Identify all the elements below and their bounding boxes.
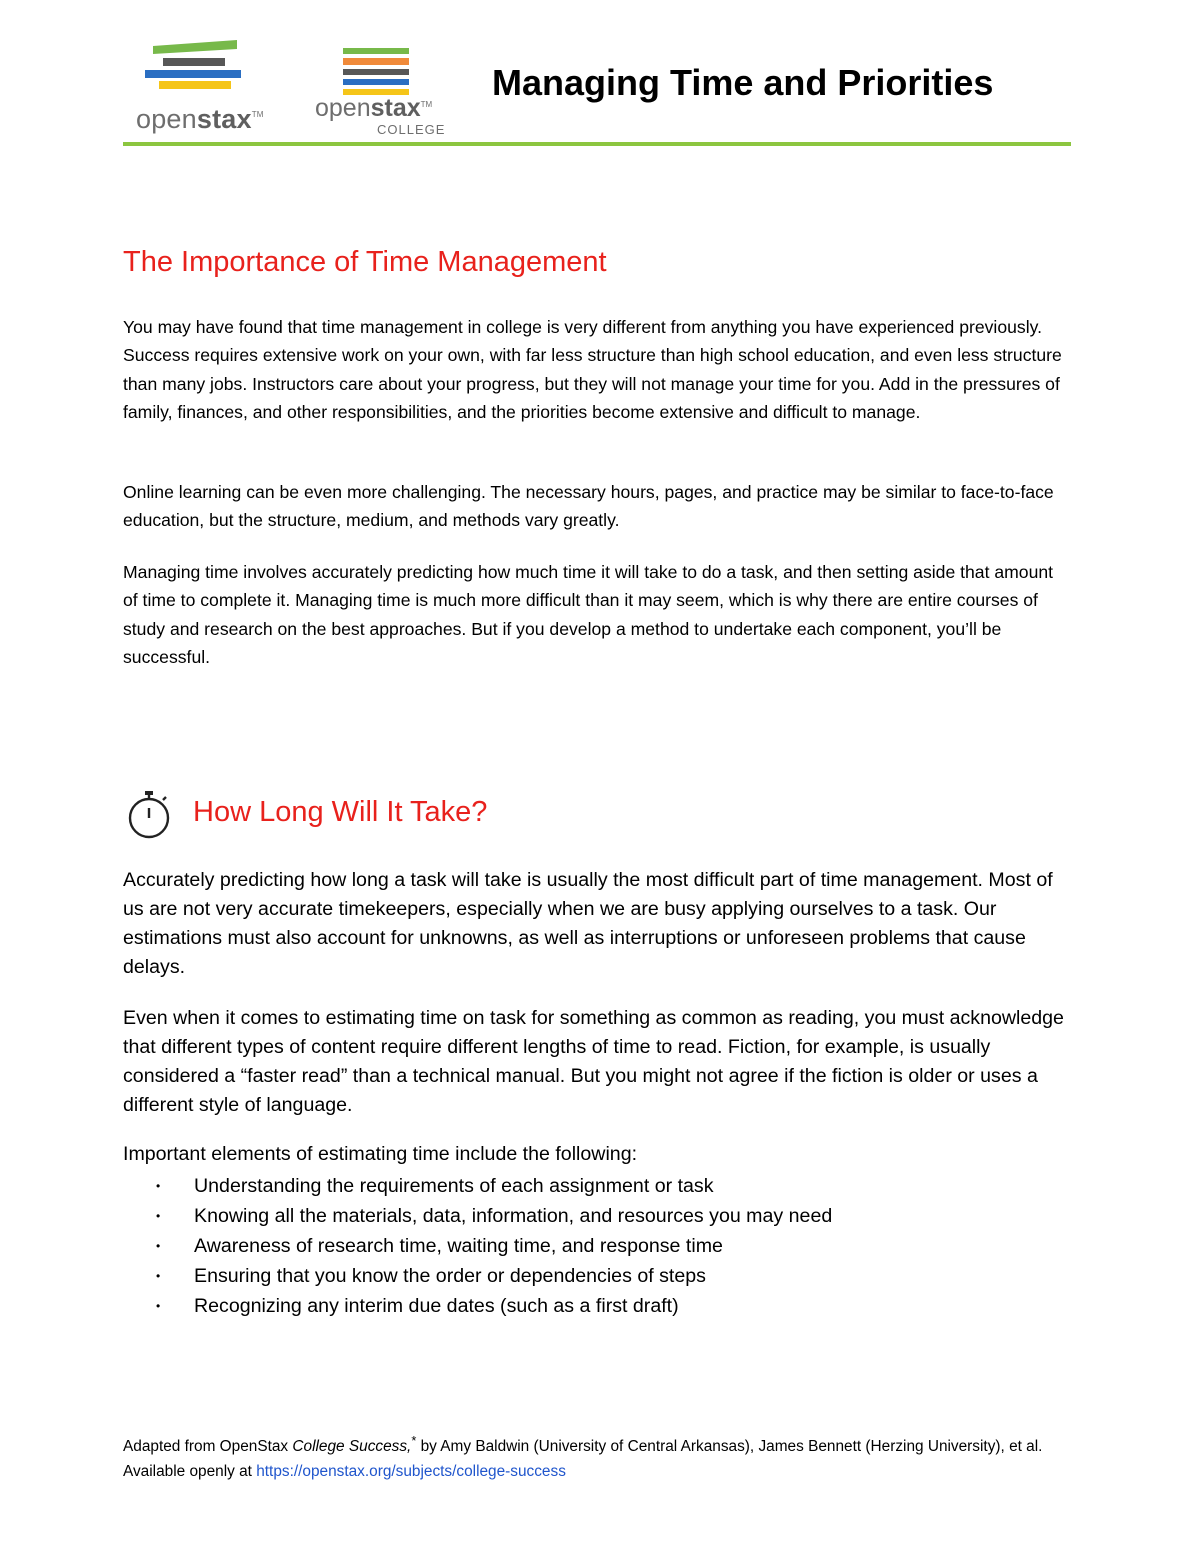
paragraph: You may have found that time management in college is very different from anything you have experienced previously. Success requires extensive work on your own, with far less structure than high school education, and even less structure than many jobs. Instructors care about your progress, but they will not manage your time for you. Add in the pressures of family, finances, and other responsibilities, and the priorities become extensive and difficult to manage. xyxy=(123,317,1062,423)
book-stack-icon xyxy=(133,34,273,104)
section-heading-text: How Long Will It Take? xyxy=(193,796,488,828)
bullet: • xyxy=(156,1179,161,1193)
list-item: • Ensuring that you know the order or dependencies of steps xyxy=(123,1261,1023,1291)
college-success-link[interactable]: https://openstax.org/subjects/college-success xyxy=(256,1463,566,1481)
paragraph: Even when it comes to estimating time on task for something as common as reading, you must acknowledge that different types of content require different lengths of time to read. Fiction, for example, is usually considered a “faster read” than a technical manual. But you might not agree if the fiction is older or uses a different style of language. xyxy=(123,1007,1064,1116)
book-title: College Success, xyxy=(292,1438,412,1456)
openstax-wordmark: openstax™ xyxy=(315,94,433,122)
college-label: COLLEGE xyxy=(377,122,446,137)
openstax-college-logo[interactable] xyxy=(313,38,446,138)
bullet: • xyxy=(156,1269,161,1283)
stopwatch-icon xyxy=(123,788,175,840)
estimation-elements-list xyxy=(123,1171,1023,1321)
openstax-wordmark: openstax™ xyxy=(136,104,264,134)
page-header xyxy=(123,28,1071,148)
bullet: • xyxy=(156,1299,161,1313)
bullet: • xyxy=(156,1209,161,1223)
paragraph: Managing time involves accurately predicting how much time it will take to do a task, and then setting aside that amount of time to complete it. Managing time is much more difficult than it may seem, which is why there are entire courses of study and research on the best approaches. But if you develop a method to undertake each component, you’ll be successful. xyxy=(123,562,1054,668)
bullet: • xyxy=(156,1239,161,1253)
attribution-footer: Adapted from OpenStax College Success,* by Amy Baldwin (University of Central Arkansas), James Bennett (Herzing University), et al. Available openly at https://openstax.org/subjects/college-success xyxy=(123,1433,1043,1481)
section-heading-how-long xyxy=(123,788,723,848)
paragraph: Online learning can be even more challenging. The necessary hours, pages, and practice may be similar to face-to-face education, but the structure, medium, and methods vary greatly. xyxy=(123,482,1054,531)
list-item: • Recognizing any interim due dates (such as a first draft) xyxy=(123,1291,1023,1321)
document-title: Managing Time and Priorities xyxy=(492,62,994,103)
paragraph: Accurately predicting how long a task will take is usually the most difficult part of time management. Most of us are not very accurate timekeepers, especially when we are busy applying ourselves to a task. Our estimations must also account for unknowns, as well as interruptions or unforeseen problems that cause delays. xyxy=(123,869,1053,978)
book-stack-icon xyxy=(313,38,443,100)
section-heading-importance: The Importance of Time Management xyxy=(123,246,607,278)
list-item: • Understanding the requirements of each assignment or task xyxy=(123,1171,1023,1201)
paragraph: Important elements of estimating time include the following: xyxy=(123,1143,638,1165)
openstax-logo[interactable] xyxy=(133,34,273,134)
list-item: • Knowing all the materials, data, information, and resources you may need xyxy=(123,1201,1023,1231)
header-divider xyxy=(123,142,1071,146)
list-item: • Awareness of research time, waiting time, and response time xyxy=(123,1231,1023,1261)
